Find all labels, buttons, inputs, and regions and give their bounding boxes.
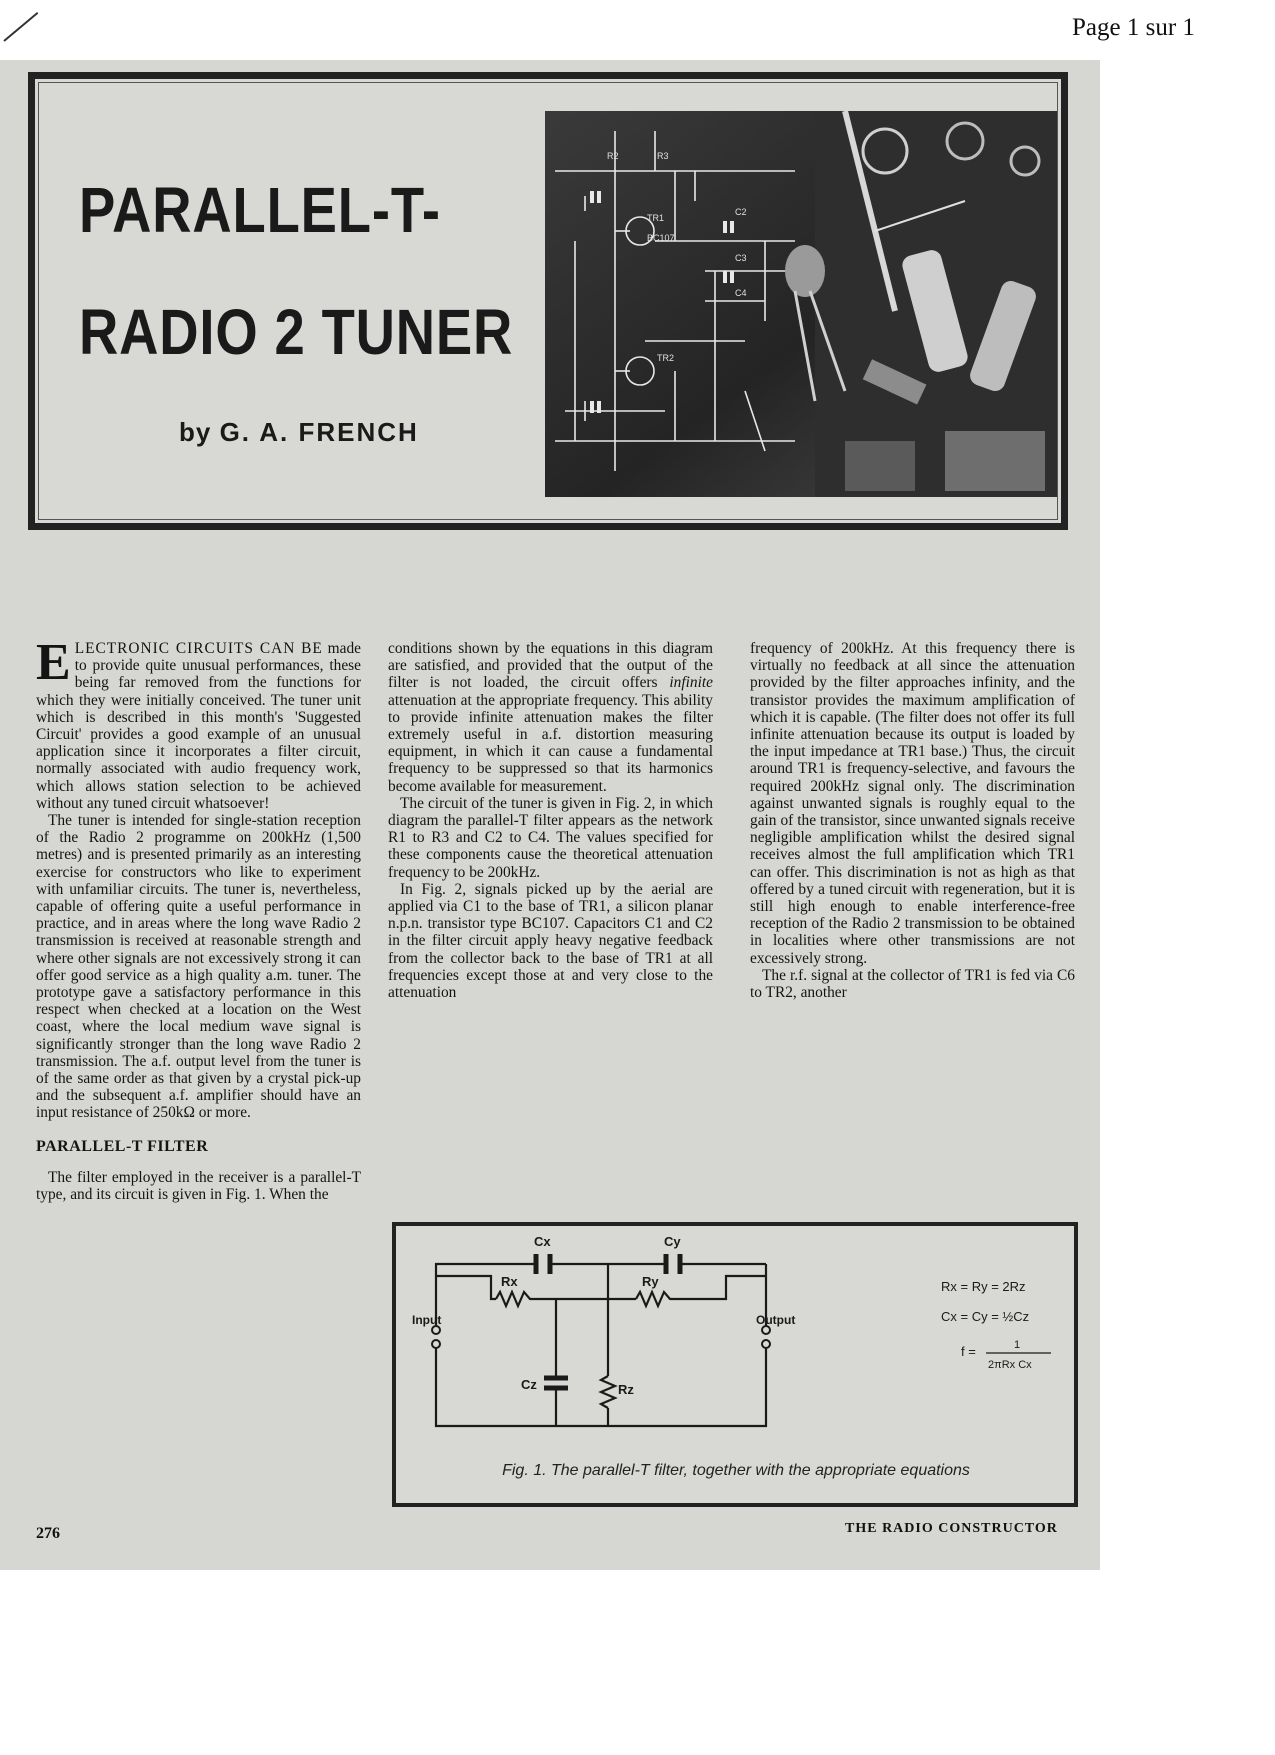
title-panel: [28, 72, 1068, 530]
col1-paragraph-1-text: made to provide quite unusual performances, these being far removed from the functions for which they were initially conceived. The tuner unit which is described in this month's 'Suggested Circuit' provides a good example of an unusual application since it incorporates a filter circuit, normally associated with audio frequency work, which allows station selection to be achieved without any tuned circuit whatsoever!: [36, 640, 361, 812]
photo-label-c2: C2: [735, 207, 747, 217]
label-input: Input: [412, 1313, 442, 1327]
col3-paragraph-1: frequency of 200kHz. At this frequency there is virtually no feedback at all since the attenuation provided by the filter approaches infinity, and the transistor provides the maximum amplification of which it is capable. (The filter does not offer its full infinite attenuation because its output is loaded by the input impedance at TR1 base.) Thus, the circuit around TR1 is frequency-selective, and favours the required 200kHz signal only. The discrimination against unwanted signals is roughly equal to the gain of the transistor, since unwanted signals receive negligible amplification whilst the desired signal receives almost the full amplification which TR1 can offer. This discrimination is not as high as that offered by a tuned circuit with regeneration, but it is still high enough to enable interference-free reception of the Radio 2 transmission to be obtained in localities where other transmissions are not excessively strong.: [750, 640, 1075, 967]
col2-emphasis: infinite: [669, 674, 713, 692]
photo-label-tr1: TR1: [647, 213, 665, 223]
journal-name: THE RADIO CONSTRUCTOR: [845, 1521, 1058, 1536]
photo-illustration: [545, 111, 1057, 497]
page-label: Page 1 sur 1: [1072, 14, 1195, 41]
article-column-1: [36, 634, 361, 1204]
parallel-t-schematic: [396, 1226, 1074, 1461]
label-cy: Cy: [664, 1234, 681, 1249]
col2-paragraph-2: The circuit of the tuner is given in Fig. 2, in which diagram the parallel-T filter appears as the network R1 to R3 and C2 to C4. The values specified for these components cause the theoretical attenuation frequency to be 200kHz.: [388, 794, 713, 881]
photo-capacitors: [590, 191, 734, 413]
section-heading: PARALLEL-T FILTER: [36, 1137, 209, 1155]
equation-3-lhs: f =: [961, 1344, 976, 1359]
article-title: [79, 149, 513, 393]
col1-paragraph-1: [36, 634, 361, 812]
photo-label-r2: R2: [607, 151, 619, 161]
title-line-1: PARALLEL-T-: [79, 174, 441, 246]
col2-paragraph-1b: attenuation at the appropriate frequency. This ability to provide infinite attenuation makes the filter extremely useful in a.f. distortion measuring equipment, in which it can cause a fundamental frequency to be suppressed so that its harmonics become available for measurement.: [388, 691, 713, 795]
title-line-2: RADIO 2 TUNER: [79, 296, 514, 368]
col2-paragraph-1a: conditions shown by the equations in this diagram are satisfied, and provided that the output of the filter is not loaded, the circuit offers: [388, 640, 713, 692]
label-cz: Cz: [521, 1377, 537, 1392]
photo-labels: [607, 151, 747, 363]
byline: [179, 417, 419, 448]
author-name: G. A. FRENCH: [219, 417, 419, 447]
label-rz: Rz: [618, 1382, 634, 1397]
label-ry: Ry: [642, 1274, 659, 1289]
photo-label-r3: R3: [657, 151, 669, 161]
col2-paragraph-3: In Fig. 2, signals picked up by the aerial are applied via C1 to the base of TR1, a silicon planar n.p.n. transistor type BC107. Capacitors C1 and C2 in the filter circuit apply heavy negative feedback from the collector back to the base of TR1 at all frequencies except those at and very close to the attenuation: [388, 880, 713, 1002]
label-cx: Cx: [534, 1234, 551, 1249]
photo-label-c3: C3: [735, 253, 747, 263]
corner-mark: [3, 12, 38, 42]
photo-label-bc107: BC107: [647, 233, 675, 243]
byline-prefix: by: [179, 417, 212, 447]
figure-1: [392, 1222, 1078, 1507]
col1-lead-in: LECTRONIC CIRCUITS CAN BE: [74, 640, 323, 657]
col1-paragraph-3: The filter employed in the receiver is a parallel-T type, and its circuit is given in Fig. 1. When the: [36, 1168, 361, 1204]
drop-cap: E: [36, 634, 71, 691]
col3-paragraph-2: The r.f. signal at the collector of TR1 is fed via C6 to TR2, another: [750, 966, 1075, 1002]
page-number: 276: [36, 1525, 60, 1542]
equation-3-denominator: 2πRx Cx: [988, 1359, 1032, 1371]
equation-1: Rx = Ry = 2Rz: [941, 1279, 1026, 1294]
photo-schematic: [555, 131, 795, 471]
equation-3-numerator: 1: [1014, 1339, 1021, 1351]
header-photo: [545, 111, 1057, 497]
photo-label-tr2: TR2: [657, 353, 675, 363]
photo-components: [785, 111, 1057, 497]
col1-paragraph-2: The tuner is intended for single-station reception of the Radio 2 programme on 200kHz (1,500 metres) and is presented primarily as an interesting exercise for constructors who like to experiment with unfamiliar circuits. The tuner is, nevertheless, capable of offering quite a useful performance in practice, and in areas where the long wave Radio 2 transmission is received at reasonable strength and where other signals are not excessively strong it can offer good service as a high quality a.m. tuner. The prototype gave a satisfactory performance in this respect when checked at a location on the West coast, where the local medium wave signal is significantly stronger than the long wave Radio 2 transmission. The a.f. output level from the tuner is of the same order as that given by a crystal pick-up and the subsequent a.f. amplifier should have an input resistance of 250kΩ or more.: [36, 812, 361, 1122]
article-column-3: [750, 640, 1075, 1001]
article-column-2: [388, 640, 713, 1001]
figure-caption: Fig. 1. The parallel-T filter, together with the appropriate equations: [502, 1462, 970, 1479]
label-rx: Rx: [501, 1274, 518, 1289]
label-output: Output: [756, 1313, 796, 1327]
equation-2: Cx = Cy = ½Cz: [941, 1309, 1030, 1324]
col2-paragraph-1: [388, 640, 713, 795]
photo-label-c4: C4: [735, 288, 747, 298]
